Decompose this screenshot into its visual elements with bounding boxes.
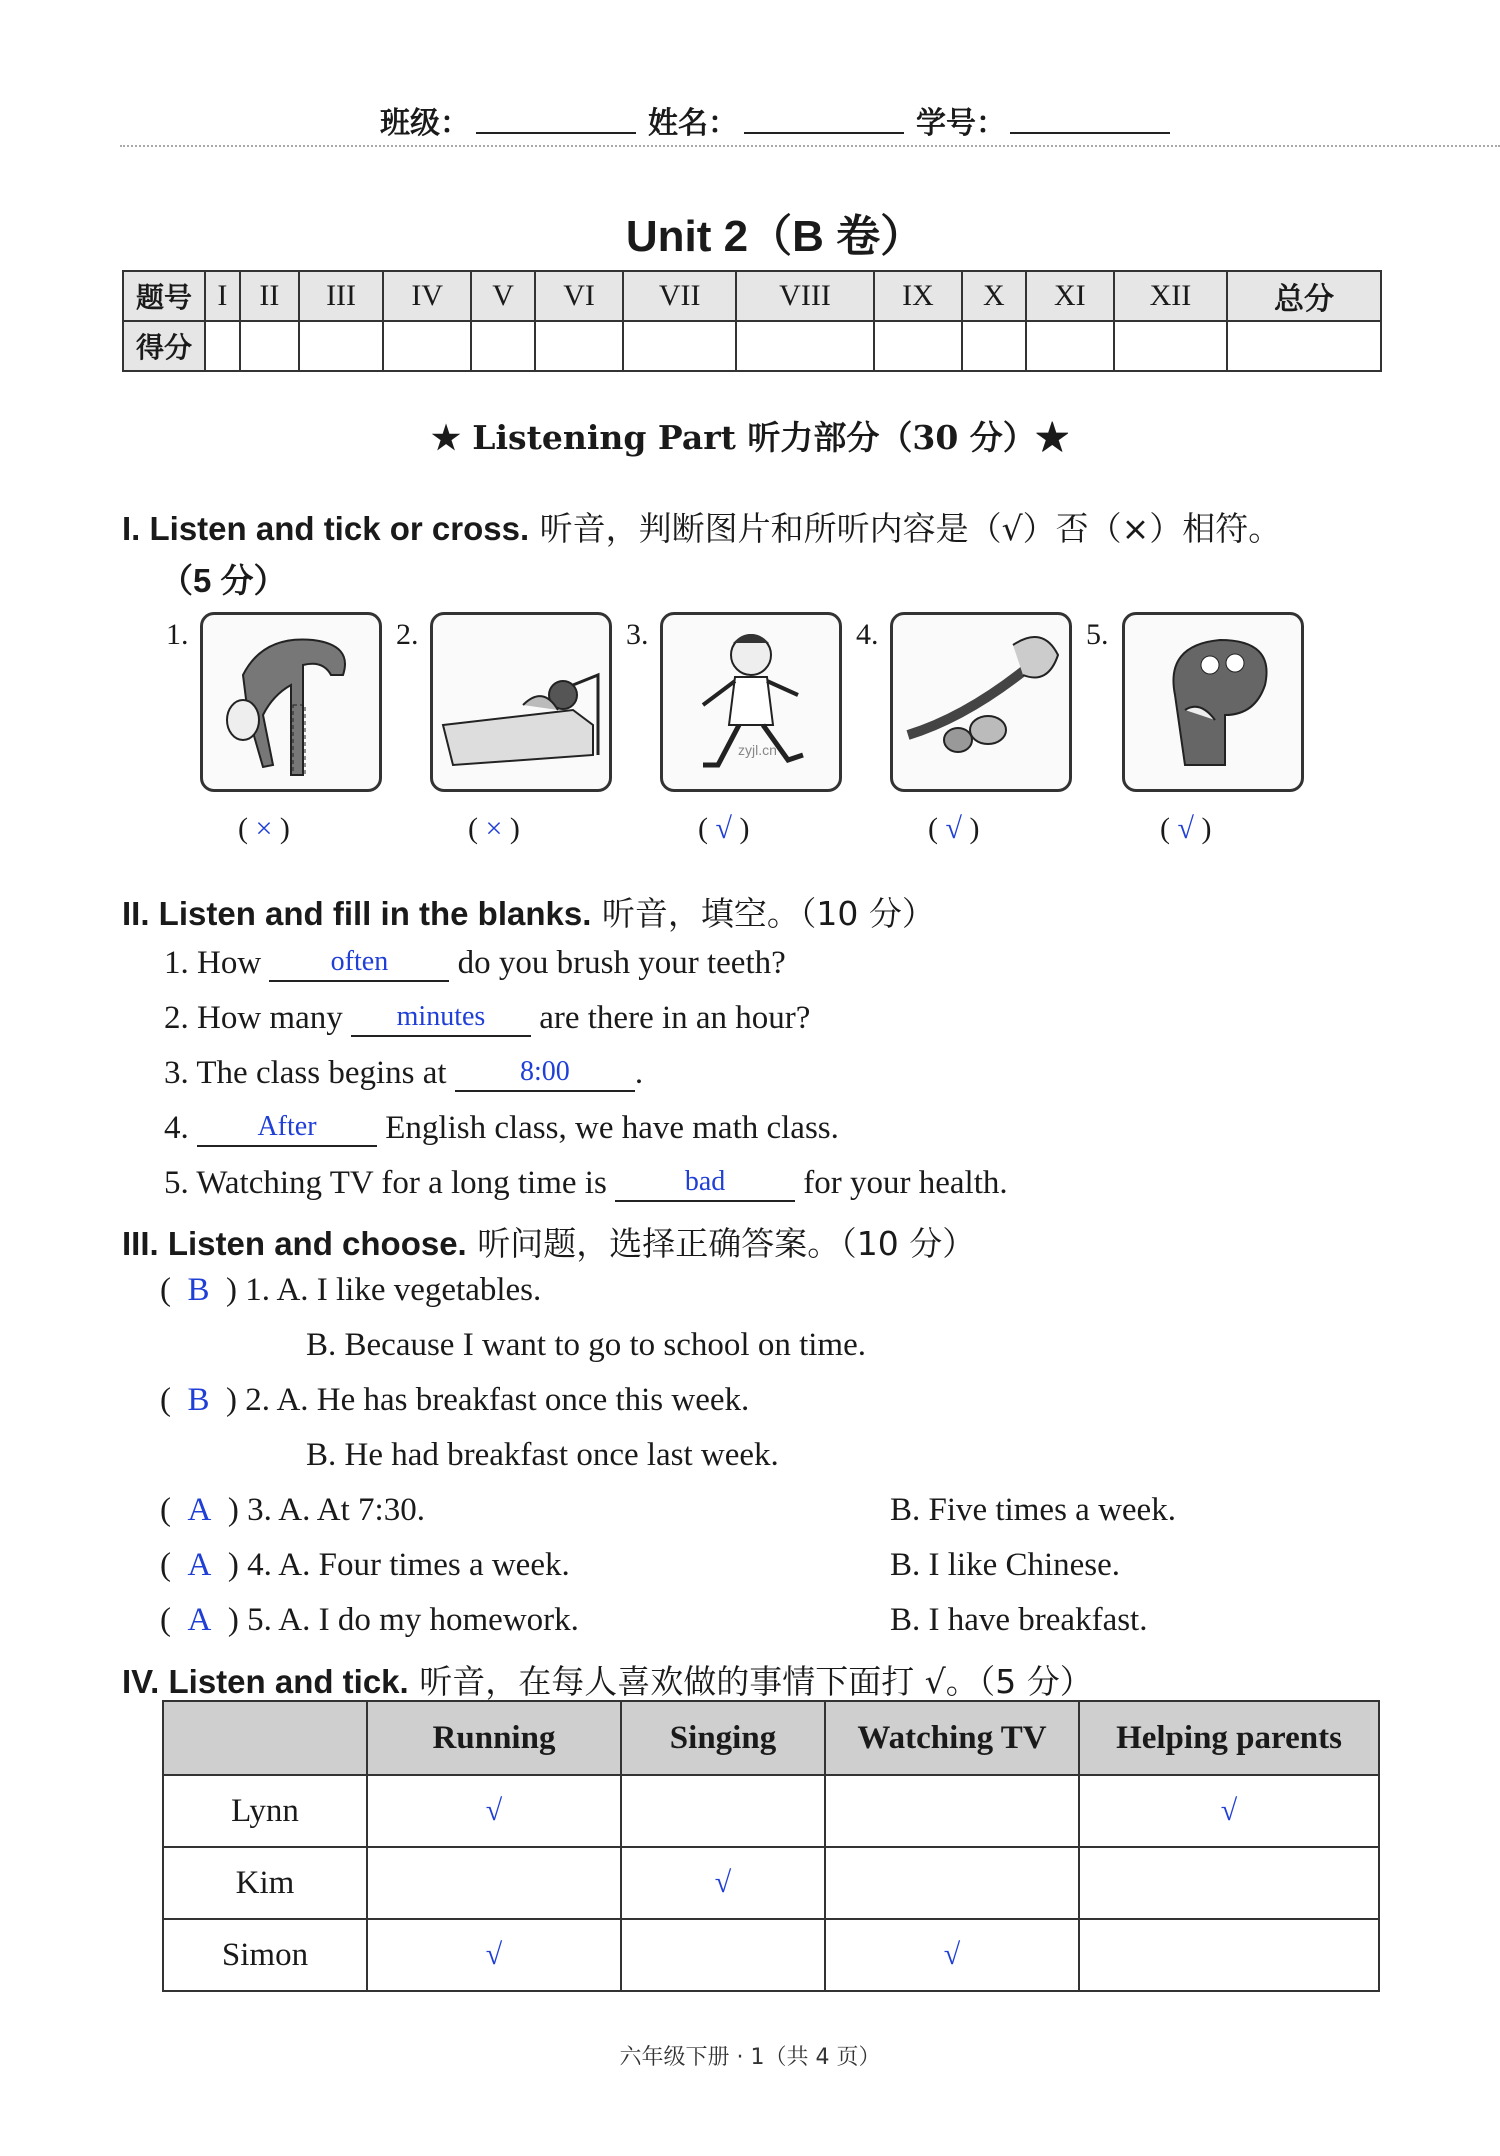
score-cell: II — [240, 271, 299, 321]
section-2-title-en: II. Listen and fill in the blanks. — [122, 895, 592, 932]
choice-answer[interactable]: B — [187, 1272, 210, 1308]
picture-3 — [660, 612, 842, 792]
tick-cell[interactable]: √ — [367, 1919, 621, 1991]
picture-4 — [890, 612, 1072, 792]
score-input[interactable] — [1114, 321, 1227, 371]
fill-suffix: are there in an hour? — [539, 1000, 811, 1036]
fill-blank[interactable] — [269, 942, 449, 982]
answer-mark: × — [255, 812, 273, 845]
running-boy-icon — [663, 615, 839, 789]
tick-row-name: Lynn — [163, 1775, 367, 1847]
choice-option-b: B. Five times a week. — [890, 1492, 1176, 1528]
fill-prefix: 5. Watching TV for a long time is — [164, 1165, 607, 1201]
fill-item-1 — [164, 942, 786, 982]
fill-blank[interactable] — [455, 1052, 635, 1092]
listening-part-title: ★ Listening Part 听力部分（30 分）★ — [431, 418, 1069, 457]
name-field[interactable] — [744, 102, 904, 134]
tick-cell[interactable]: √ — [1079, 1775, 1379, 1847]
fill-blank[interactable] — [197, 1107, 377, 1147]
section-4-heading — [122, 1656, 1422, 1703]
student-info-header — [380, 98, 1180, 142]
section-4-title-cn: 听音，在每人喜欢做的事情下面打 √。（5 分） — [419, 1662, 1093, 1701]
picture-2 — [430, 612, 612, 792]
name-label: 姓名： — [648, 106, 738, 141]
header-divider — [120, 145, 1500, 147]
choice-answer[interactable]: A — [187, 1492, 212, 1528]
tick-cell[interactable] — [1079, 1847, 1379, 1919]
fill-suffix: . — [634, 1055, 644, 1091]
choice-item-4: ( A ) 4. A. Four times a week. — [160, 1547, 570, 1583]
answer-paren-3: ( √ ) — [698, 812, 750, 845]
tick-row-simon — [163, 1919, 1379, 1991]
choice-answer[interactable]: B — [187, 1382, 210, 1418]
tick-row-name: Kim — [163, 1847, 367, 1919]
score-input[interactable] — [623, 321, 736, 371]
class-field[interactable] — [476, 102, 636, 134]
section-2-title-cn: 听音，填空。（10 分） — [601, 894, 935, 933]
tick-cell[interactable]: √ — [825, 1919, 1079, 1991]
choice-option-b: B. He had breakfast once last week. — [306, 1437, 779, 1473]
section-3-title-en: III. Listen and choose. — [122, 1225, 467, 1262]
tick-cell[interactable] — [825, 1775, 1079, 1847]
score-input[interactable] — [962, 321, 1026, 371]
section-1-title-en: I. Listen and tick or cross. — [122, 510, 530, 547]
class-label: 班级： — [380, 106, 470, 141]
score-row-label: 得分 — [123, 321, 205, 371]
score-cell: 题号 — [123, 271, 205, 321]
fill-prefix: 1. How — [164, 945, 262, 981]
fill-prefix: 2. How many — [164, 1000, 343, 1036]
tick-header-empty — [163, 1701, 367, 1775]
tick-cell[interactable] — [621, 1919, 825, 1991]
picture-number: 3. — [626, 618, 649, 651]
score-cell: 总分 — [1227, 271, 1381, 321]
tick-header-singing: Singing — [621, 1701, 825, 1775]
fill-suffix: English class, we have math class. — [385, 1110, 839, 1146]
score-input[interactable] — [535, 321, 623, 371]
answer-mark: √ — [945, 812, 962, 845]
choice-answer[interactable]: A — [187, 1602, 212, 1638]
score-input[interactable] — [205, 321, 240, 371]
tick-cell[interactable] — [1079, 1919, 1379, 1991]
tick-header-watching-tv: Watching TV — [825, 1701, 1079, 1775]
bending-over-icon — [203, 615, 379, 789]
watermark: zyjl.cn — [738, 742, 777, 758]
fill-prefix: 3. The class begins at — [164, 1055, 447, 1091]
section-4-title-en: IV. Listen and tick. — [122, 1663, 409, 1700]
boy-in-bed-icon — [433, 615, 609, 789]
tick-cell[interactable] — [367, 1847, 621, 1919]
vegetables-icon — [893, 615, 1069, 789]
picture-number: 1. — [166, 618, 189, 651]
number-field[interactable] — [1010, 102, 1170, 134]
answer-mark: √ — [1177, 812, 1194, 845]
fill-blank[interactable] — [615, 1162, 795, 1202]
section-1-title-cn: 听音，判断图片和所听内容是（√）否（×）相符。 — [539, 509, 1282, 548]
section-1-points: （5 分） — [160, 562, 287, 599]
section-1-heading — [122, 503, 1422, 550]
tick-header-running: Running — [367, 1701, 621, 1775]
fill-answer: After — [257, 1111, 317, 1142]
score-cell: I — [205, 271, 240, 321]
fill-suffix: do you brush your teeth? — [457, 945, 786, 981]
page-title: Unit 2（B 卷） — [625, 212, 925, 261]
score-cell: VII — [623, 271, 736, 321]
choice-item-5: ( A ) 5. A. I do my homework. — [160, 1602, 579, 1638]
fill-item-3 — [164, 1052, 643, 1092]
score-input[interactable] — [299, 321, 383, 371]
picture-number: 5. — [1086, 618, 1109, 651]
score-cell: XI — [1026, 271, 1114, 321]
fill-blank[interactable] — [351, 997, 531, 1037]
answer-paren-4: ( √ ) — [928, 812, 980, 845]
score-cell: V — [471, 271, 535, 321]
tick-cell[interactable]: √ — [367, 1775, 621, 1847]
picture-row — [160, 612, 1360, 862]
tick-row-lynn — [163, 1775, 1379, 1847]
dinosaur-teeth-icon — [1125, 615, 1301, 789]
fill-answer: often — [330, 946, 389, 977]
fill-answer: bad — [684, 1166, 726, 1197]
score-total-input[interactable] — [1227, 321, 1381, 371]
page-footer: 六年级下册 · 1（共 4 页） — [619, 2045, 881, 2070]
tick-header-helping-parents: Helping parents — [1079, 1701, 1379, 1775]
answer-mark: √ — [715, 812, 732, 845]
choice-item-3: ( A ) 3. A. At 7:30. — [160, 1492, 425, 1528]
picture-1 — [200, 612, 382, 792]
answer-paren-1: ( × ) — [238, 812, 290, 845]
fill-answer: 8:00 — [519, 1056, 570, 1087]
picture-number: 4. — [856, 618, 879, 651]
section-3-title-cn: 听问题，选择正确答案。（10 分） — [477, 1224, 976, 1263]
score-header-row — [123, 271, 1381, 321]
score-table — [122, 270, 1382, 372]
score-cell: III — [299, 271, 383, 321]
answer-paren-5: ( √ ) — [1160, 812, 1212, 845]
score-input[interactable] — [383, 321, 471, 371]
tick-cell[interactable] — [825, 1847, 1079, 1919]
section-2-heading — [122, 888, 1422, 935]
score-cell: VIII — [736, 271, 874, 321]
tick-table — [162, 1700, 1380, 1992]
score-cell: XII — [1114, 271, 1227, 321]
score-input[interactable] — [471, 321, 535, 371]
score-value-row — [123, 321, 1381, 371]
fill-prefix: 4. — [164, 1110, 189, 1146]
choice-option-a: 4. A. Four times a week. — [247, 1547, 570, 1583]
answer-paren-2: ( × ) — [468, 812, 520, 845]
score-cell: IX — [874, 271, 962, 321]
tick-cell[interactable] — [621, 1775, 825, 1847]
choice-option-b: B. I like Chinese. — [890, 1547, 1121, 1583]
choice-item-1: ( B ) 1. A. I like vegetables. — [160, 1272, 542, 1308]
tick-row-kim — [163, 1847, 1379, 1919]
tick-header-row — [163, 1701, 1379, 1775]
score-cell: X — [962, 271, 1026, 321]
score-input[interactable] — [240, 321, 299, 371]
tick-cell[interactable]: √ — [621, 1847, 825, 1919]
tick-row-name: Simon — [163, 1919, 367, 1991]
score-input[interactable] — [874, 321, 962, 371]
choice-option-a: 1. A. I like vegetables. — [245, 1272, 542, 1308]
score-cell: IV — [383, 271, 471, 321]
number-label: 学号： — [916, 106, 1006, 141]
fill-item-5 — [164, 1162, 1008, 1202]
score-input[interactable] — [1026, 321, 1114, 371]
picture-5 — [1122, 612, 1304, 792]
fill-suffix: for your health. — [803, 1165, 1008, 1201]
score-input[interactable] — [736, 321, 874, 371]
choice-option-a: 2. A. He has breakfast once this week. — [245, 1382, 750, 1418]
fill-item-4 — [164, 1107, 839, 1147]
choice-option-b: B. Because I want to go to school on time. — [306, 1327, 866, 1363]
choice-answer[interactable]: A — [187, 1547, 212, 1583]
choice-option-a: 5. A. I do my homework. — [247, 1602, 579, 1638]
choice-option-a: 3. A. At 7:30. — [247, 1492, 425, 1528]
fill-item-2 — [164, 997, 810, 1037]
score-cell: VI — [535, 271, 623, 321]
section-3-heading — [122, 1218, 1422, 1265]
picture-number: 2. — [396, 618, 419, 651]
fill-answer: minutes — [396, 1001, 486, 1032]
choice-item-2: ( B ) 2. A. He has breakfast once this week. — [160, 1382, 750, 1418]
answer-mark: × — [485, 812, 503, 845]
choice-option-b: B. I have breakfast. — [890, 1602, 1148, 1638]
